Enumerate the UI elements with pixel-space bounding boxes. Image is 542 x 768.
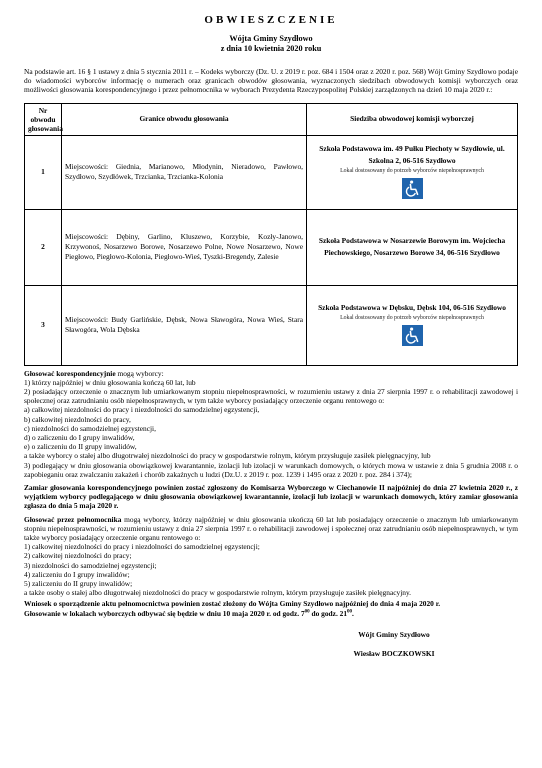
table-row bbox=[25, 209, 518, 285]
voting-hours-a: Głosowanie w lokalach wyborczych odbywać się będzie w dniu 10 maja 2020 r. od godz. 7 bbox=[24, 608, 305, 618]
district-number: 1 bbox=[25, 135, 62, 209]
list-item: 1) całkowitej niezdolności do pracy i niezdolności do samodzielnej egzystencji; bbox=[24, 542, 260, 552]
proxy-deadline: Wniosek o sporządzenie aktu pełnomocnictwa powinien zostać złożony do Wójta Gminy Szydłowo najpóźniej do dnia 4 maja 2020 r. bbox=[24, 599, 441, 609]
table-header-row bbox=[25, 103, 518, 135]
district-seat: Szkoła Podstawowa w Nosarzewie Borowym im. Wojciecha Piechowskiego, Nosarzewo Borowe 34, 06-516 Szydłowo bbox=[318, 236, 506, 258]
proxy-lead-rest: mogą wyborcy, którzy najpóźniej w dniu głosowania ukończą 60 lat lub posiadający orzeczenie o znacznym lub umiarkowanym stopniu niepełnosprawności, w rozumieniu ustawy z dnia 27 sierpnia 1997 r. o rehabilitacji zawodowej i społecznej oraz zatrudnianiu osób niepełnosprawnych, w tym także wyborcy posiadający orzeczenie organu rentowego o: bbox=[24, 514, 518, 543]
correspondence-lead bbox=[24, 369, 518, 378]
list-item: 4) zaliczeniu do I grupy inwalidów; bbox=[24, 569, 130, 579]
voting-hours-sup2: 00 bbox=[347, 609, 353, 615]
correspondence-lead-bold: Głosować korespondencyjnie bbox=[24, 368, 116, 378]
list-item: b) całkowitej niezdolności do pracy, bbox=[24, 414, 131, 424]
list-item: 1) którzy najpóźniej w dniu głosowania kończą 60 lat, lub bbox=[24, 377, 196, 387]
table-row bbox=[25, 135, 518, 209]
correspondence-section bbox=[24, 369, 518, 479]
wheelchair-icon bbox=[402, 178, 423, 199]
list-item: 2) całkowitej niezdolności do pracy; bbox=[24, 551, 132, 561]
document-title: OBWIESZCZENIE bbox=[204, 14, 338, 26]
list-item: 3) niezdolności do samodzielnej egzystencji; bbox=[24, 560, 157, 570]
table-row bbox=[25, 285, 518, 365]
list-item: a także wyborcy o stałej albo długotrwałej niezdolności do pracy w gospodarstwie rolnym, którym przysługuje zasiłek pielęgnacyjny, lub bbox=[24, 451, 431, 461]
list-item: d) o zaliczeniu do I grupy inwalidów, bbox=[24, 433, 135, 443]
accessibility-note: Lokal dostosowany do potrzeb wyborców niepełnosprawnych bbox=[340, 168, 484, 175]
list-item: a także osoby o stałej albo długotrwałej niezdolności do pracy w gospodarstwie rolnym, którym przysługuje zasiłek pielęgnacyjny. bbox=[24, 588, 412, 598]
list-item: a) całkowitej niezdolności do pracy i niezdolności do samodzielnej egzystencji, bbox=[24, 405, 260, 415]
correspondence-notice-text: Zamiar głosowania korespondencyjnego powinien zostać zgłoszony do Komisarza Wyborczego w Ciechanowie II najpóźniej do dnia 27 kwietnia 2020 r., z wyjątkiem wyborcy podlegającego w dniu głosowania obowiązkowej kwarantannie, izolacji lub izolacji w warunkach domowych, który zamiar głosowania zgłasza do dnia 5 maja 2020 r. bbox=[24, 483, 518, 511]
list-item: e) o zaliczeniu do II grupy inwalidów, bbox=[24, 442, 137, 452]
district-seat-cell bbox=[307, 285, 518, 365]
district-borders: Miejscowości: Giednia, Marianowo, Młodynin, Nieradowo, Pawłowo, Szydłowo, Szydłówek, Trzcianka, Trzcianka-Kolonia bbox=[62, 135, 307, 209]
date-line: z dnia 10 kwietnia 2020 roku bbox=[220, 44, 322, 53]
signature-title: Wójt Gminy Szydłowo bbox=[358, 629, 430, 639]
intro-paragraph: Na podstawie art. 16 § 1 ustawy z dnia 5 stycznia 2011 r. – Kodeks wyborczy (Dz. U. z 2019 r. poz. 684 i 1504 oraz z 2020 r. poz. 568) Wójt Gminy Szydłowo podaje do wiadomości wyborców informację o numerach oraz granicach obwodów głosowania, wyznaczonych siedzibach obwodowych komisji wyborczych oraz możliwości głosowania korespondencyjnego i przez pełnomocnika w wyborach Prezydenta Rzeczypospolitej Polskiej zarządzonych na dzień 10 maja 2020 r.: bbox=[24, 67, 518, 95]
district-borders: Miejscowości: Dębiny, Garlino, Kluszewo, Korzybie, Kozły-Janowo, Krzywonoś, Nosarzewo Borowe, Nosarzewo Polne, Nowe Nosarzewo, Nowe Piegłowo, Piegłowo-Kolonia, Piegłowo-Wieś, Tyszki-Bregendy, Zalesie bbox=[62, 209, 307, 285]
signature-name: Wiesław BOCZKOWSKI bbox=[353, 648, 435, 658]
list-item: 2) posiadający orzeczenie o znacznym lub umiarkowanym stopniu niepełnosprawności, w rozumieniu ustawy z dnia 27 sierpnia 1997 r. o rehabilitacji zawodowej i społecznej oraz zatrudnianiu osób niepełnosprawnych, w tym także wyborcy posiadający orzeczenie organu rentowego o: bbox=[24, 387, 518, 406]
district-seat-cell bbox=[307, 209, 518, 285]
header-seat: Siedziba obwodowej komisji wyborczej bbox=[307, 103, 518, 135]
list-item: 3) podlegający w dniu głosowania obowiązkowej kwarantannie, izolacji lub izolacji w warunkach domowych, o których mowa w ustawie z dnia 5 grudnia 2008 r. o zapobieganiu oraz zwalczaniu zakażeń i chorób zakaźnych u ludzi (Dz.U. z 2019 r. poz. 1239 i 1495 oraz z 2020 r. poz. 284 i 374); bbox=[24, 460, 518, 479]
accessibility-note: Lokal dostosowany do potrzeb wyborców niepełnosprawnych bbox=[340, 315, 484, 322]
district-borders: Miejscowości: Budy Garlińskie, Dębsk, Nowa Sławogóra, Nowa Wieś, Stara Sławogóra, Wola Dębska bbox=[62, 285, 307, 365]
district-seat: Szkoła Podstawowa im. 49 Pułku Piechoty w Szydłowie, ul. Szkolna 2, 06-516 Szydłowo bbox=[319, 144, 505, 166]
header-borders: Granice obwodu głosowania bbox=[62, 103, 307, 135]
voting-hours-b: do godz. 21 bbox=[309, 608, 348, 618]
voting-hours-sup1: 00 bbox=[304, 609, 310, 615]
correspondence-lead-rest: mogą wyborcy: bbox=[115, 368, 164, 378]
wheelchair-icon bbox=[402, 325, 423, 346]
header-number: Nr obwodu głosowania bbox=[25, 103, 62, 135]
district-number: 2 bbox=[25, 209, 62, 285]
proxy-section bbox=[24, 515, 518, 598]
proxy-lead bbox=[24, 515, 518, 543]
document-subtitle bbox=[24, 34, 518, 54]
proxy-lead-bold: Głosować przez pełnomocnika bbox=[24, 514, 122, 524]
district-number: 3 bbox=[25, 285, 62, 365]
list-item: c) niezdolności do samodzielnej egzystencji, bbox=[24, 423, 156, 433]
signature-block bbox=[334, 630, 454, 658]
list-item: 5) zaliczeniu do II grupy inwalidów; bbox=[24, 579, 133, 589]
proxy-notice bbox=[24, 599, 518, 617]
issuer-line: Wójta Gminy Szydłowo bbox=[229, 34, 313, 43]
district-seat: Szkoła Podstawowa w Dębsku, Dębsk 104, 06-516 Szydłowo bbox=[318, 303, 506, 313]
districts-table bbox=[24, 103, 518, 366]
voting-hours bbox=[24, 609, 518, 618]
correspondence-notice bbox=[24, 483, 518, 511]
district-seat-cell bbox=[307, 135, 518, 209]
voting-hours-c: . bbox=[352, 608, 354, 618]
